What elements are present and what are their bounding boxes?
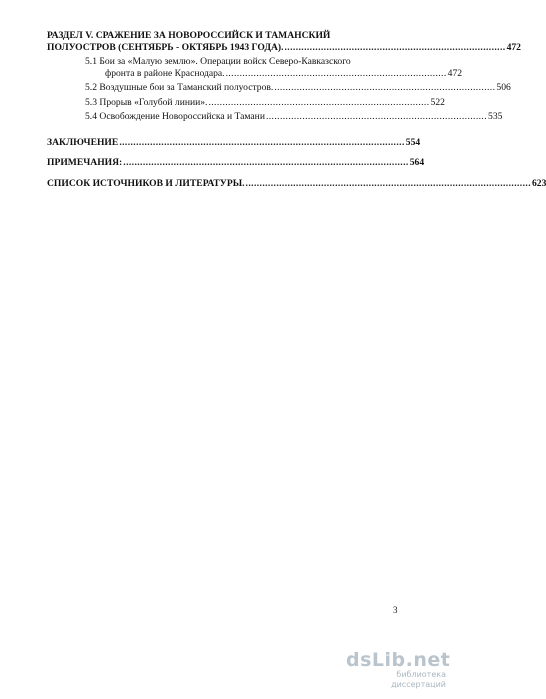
- toc-sources: [47, 177, 546, 190]
- toc-conclusion: [47, 136, 421, 149]
- table-of-contents: [47, 30, 546, 189]
- toc-top-title: ПРИМЕЧАНИЯ:: [47, 157, 123, 168]
- dot-leader: ...............................................................................: [265, 111, 488, 122]
- toc-page-number: 623: [532, 177, 546, 189]
- toc-top-title: СПИСОК ИСТОЧНИКОВ И ЛИТЕРАТУРЫ.: [47, 177, 245, 189]
- toc-section-title-line2: ПОЛУОСТРОВ (СЕНТЯБРЬ - ОКТЯБРЬ 1943 ГОДА).: [47, 41, 284, 53]
- dot-leader: ...............................................................................: [274, 82, 496, 93]
- toc-sub-title-line1: 5.1 Бои за «Малую землю». Операции войск Северо-Кавказского: [85, 56, 351, 67]
- dot-leader: ...............................................................................: [284, 41, 506, 53]
- page-number: 3: [393, 605, 398, 615]
- dot-leader: ...............................................................................: [225, 67, 447, 79]
- dot-leader: ...............................................................................: [208, 96, 430, 108]
- toc-notes: [47, 157, 425, 169]
- dot-leader: ......................................................................................................: [123, 157, 409, 168]
- toc-sub-5-1: [47, 56, 463, 79]
- dot-leader: ......................................................................................................: [119, 136, 405, 148]
- watermark-subtitle: библиотека диссертаций: [391, 670, 446, 689]
- toc-page-number: 472: [447, 67, 463, 79]
- toc-section-v: [47, 30, 521, 53]
- watermark-brand: dsLib.net: [346, 649, 451, 671]
- toc-page-number: 554: [405, 136, 421, 148]
- toc-sub-5-3: [47, 96, 445, 109]
- toc-page-number: 535: [488, 111, 503, 122]
- toc-page-number: 564: [409, 157, 425, 168]
- toc-sub-title: 5.3 Прорыв «Голубой линии».: [85, 96, 208, 108]
- toc-page-number: 472: [506, 41, 521, 53]
- toc-sub-title-line2: фронта в районе Краснодара.: [105, 67, 225, 79]
- watermark-logo: [346, 649, 451, 690]
- toc-page-number: 522: [430, 96, 445, 108]
- toc-top-title: ЗАКЛЮЧЕНИЕ: [47, 136, 119, 148]
- toc-sub-title: 5.2 Воздушные бои за Таманский полуостров.: [85, 82, 274, 93]
- toc-sub-5-4: [47, 111, 503, 123]
- toc-section-title-line1: РАЗДЕЛ V. СРАЖЕНИЕ ЗА НОВОРОССИЙСК И ТАМАНСКИЙ: [47, 30, 331, 41]
- dot-leader: ......................................................................................................: [245, 177, 531, 189]
- toc-page-number: 506: [496, 82, 511, 93]
- toc-sub-5-2: [47, 82, 511, 94]
- toc-sub-title: 5.4 Освобождение Новороссийска и Тамани: [85, 111, 265, 122]
